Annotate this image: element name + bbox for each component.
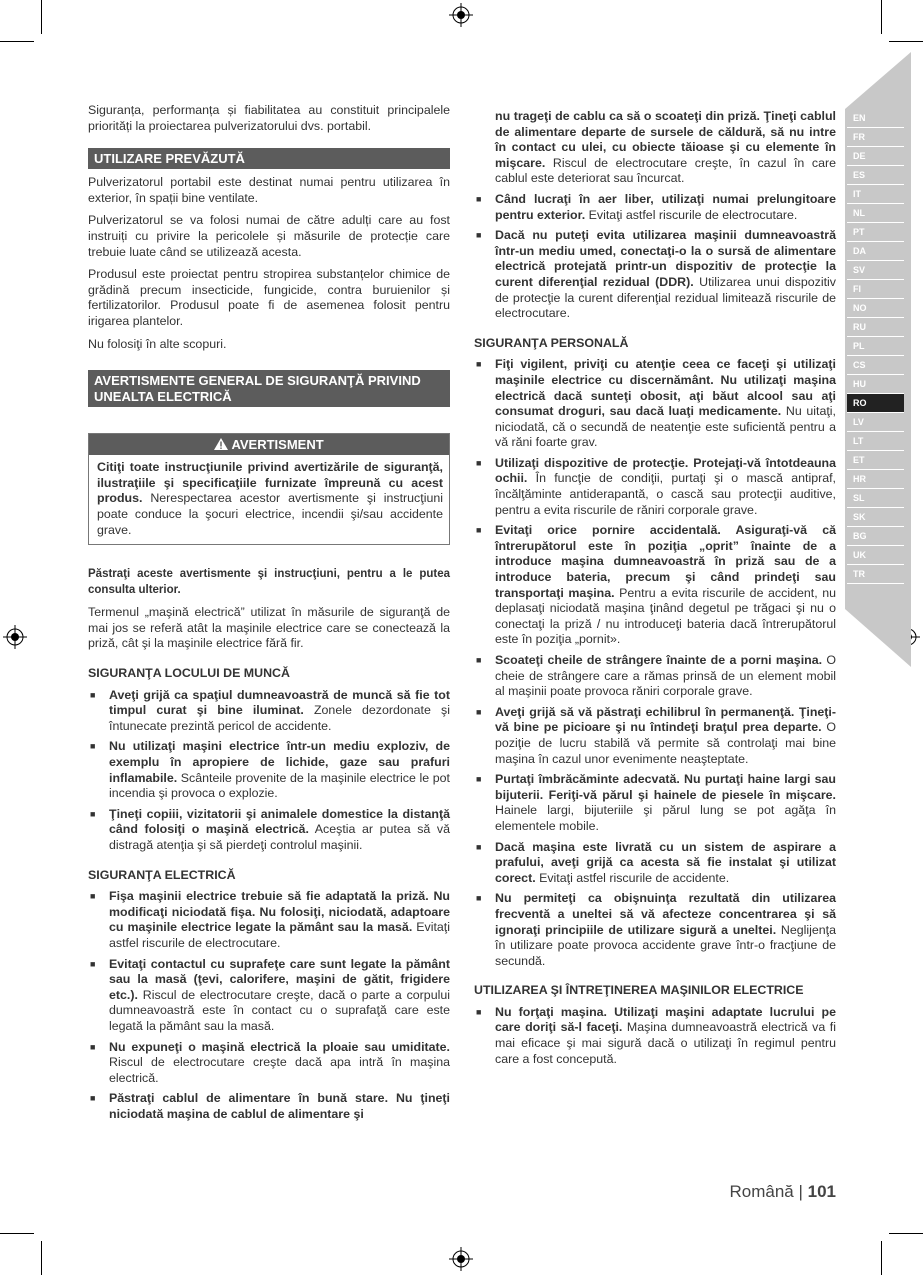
crop-mark bbox=[0, 41, 34, 42]
bullet-icon: ■ bbox=[476, 525, 482, 536]
item-text: Aceştia ar putea să vă distragă atenţia şi să pierdeţi controlul maşinii. bbox=[109, 822, 450, 852]
work-area-list bbox=[88, 688, 450, 854]
list-item bbox=[88, 889, 450, 951]
item-bold: Aveţi grijă să vă păstraţi echilibrul în permanenţă. Ţineţi-vă bine pe picioare şi nu întindeţi braţul prea departe. bbox=[495, 704, 836, 735]
list-item bbox=[88, 1091, 450, 1122]
language-tab-sk: SK bbox=[847, 508, 904, 527]
item-text: Riscul de electrocutare creşte, în cazul în care cablul este deteriorat sau încurcat. bbox=[495, 155, 836, 186]
warning-triangle-icon bbox=[214, 438, 228, 450]
warning-box bbox=[88, 433, 450, 545]
bullet-icon: ■ bbox=[90, 689, 96, 700]
item-bold: Evitaţi orice pornire accidentală. Asiguraţi-vă că întrerupătorul este în poziţia „oprit” înainte de a introduce maşina dumneavoastră în priză sau de a introduce bateria, precum şi când prindeţi sau transportaţi maşina. bbox=[495, 523, 836, 600]
language-tab-hr: HR bbox=[847, 470, 904, 489]
item-bold: Evitaţi contactul cu suprafeţe care sunt legate la pământ sau la masă (ţevi, calorifere, maşini de gătit, frigidere etc.). bbox=[109, 956, 450, 1002]
intended-use-p2: Pulverizatorul se va folosi numai de către adulți care au fost instruiți cu privire la pericolele și măsurile de protecție care trebuie luate când se utilizează acesta. bbox=[88, 213, 450, 259]
item-text: Maşina dumneavoastră electrică va fi mai eficace şi mai sigură dacă o utilizaţi în regimul pentru care a fost concepută. bbox=[495, 1020, 836, 1066]
item-text: Evitaţi astfel riscurile de accidente. bbox=[535, 870, 730, 885]
item-bold: Nu forţaţi maşina. Utilizaţi maşini adaptate lucrului pe care doriţi să-l faceţi. bbox=[495, 1004, 836, 1035]
item-text: Riscul de electrocutare creşte, dacă o parte a corpului dumneavoastră este în contact cu o suprafaţă care este legată la pământ sau la masă. bbox=[109, 987, 450, 1033]
list-item bbox=[88, 807, 450, 854]
item-bold: Dacă nu puteţi evita utilizarea maşinii dumneavoastră într-un mediu umed, conectaţi-o la o sursă de alimentare electrică protejată printr-un dispozitiv de protecţie la curent diferenţial rezidual (DDR). bbox=[495, 228, 836, 289]
item-text: Scânteile provenite de la maşinile electrice le pot incendia şi provoca o explozie. bbox=[109, 770, 450, 801]
language-tab-cs: CS bbox=[847, 356, 904, 375]
bullet-icon: ■ bbox=[476, 193, 482, 204]
list-item bbox=[474, 523, 836, 648]
personal-list bbox=[474, 357, 836, 969]
crop-mark bbox=[881, 0, 882, 34]
item-text: Evitaţi astfel riscurile de electrocutare. bbox=[109, 920, 450, 950]
language-tab-fr: FR bbox=[847, 128, 904, 147]
item-bold: Nu permiteţi ca obişnuinţa rezultată din utilizarea frecventă a uneltei să vă afecteze concentrarea şi să ignoraţi principiile de utilizare sigură a uneltei. bbox=[495, 891, 836, 937]
list-item bbox=[474, 772, 836, 834]
item-bold: Când lucraţi în aer liber, utilizaţi numai prelungitoare pentru exterior. bbox=[495, 191, 836, 222]
item-bold: Dacă maşina este livrată cu un sistem de aspirare a prafului, aveţi grijă ca acesta să fie instalat şi utilizat corect. bbox=[495, 839, 836, 885]
language-tab-tr: TR bbox=[847, 565, 904, 584]
use-care-list bbox=[474, 1005, 836, 1067]
list-item bbox=[474, 1005, 836, 1067]
item-bold: Păstraţi cablul de alimentare în bună stare. Nu ţineţi niciodată maşina de cablul de alimentare şi bbox=[109, 1091, 450, 1121]
warning-title: AVERTISMENT bbox=[231, 437, 324, 453]
item-text: Zonele dezordonate şi întunecate prezintă pericol de accidente. bbox=[109, 703, 450, 733]
bullet-icon: ■ bbox=[476, 706, 482, 717]
left-column bbox=[88, 103, 450, 1128]
right-column bbox=[474, 109, 836, 1072]
work-area-heading: SIGURANŢA LOCULUI DE MUNCĂ bbox=[88, 666, 290, 681]
warning-body bbox=[89, 455, 449, 544]
language-tab-da: DA bbox=[847, 242, 904, 261]
bullet-icon: ■ bbox=[90, 1093, 96, 1104]
warning-bold-text: Citiţi toate instrucţiunile privind avertizările de siguranţă, ilustraţiile şi specificaţiile furnizate împreună cu acest produs. bbox=[97, 460, 443, 506]
crop-mark bbox=[41, 0, 42, 34]
general-warnings-heading: AVERTISMENTE GENERAL DE SIGURANŢĂ PRIVIND UNEALTA ELECTRICĂ bbox=[88, 370, 450, 407]
intended-use-p3: Produsul este proiectat pentru stropirea substanțelor chimice de grădină precum insecticide, fungicide, contra buruienilor și fertilizatorilor. Produsul poate fi de asemenea folosit pentru irigarea plantelor. bbox=[88, 267, 450, 328]
list-item bbox=[88, 739, 450, 801]
item-text: Nu uitaţi, niciodată, că o secundă de neatenţie este suficientă pentru a vă răni foarte grav. bbox=[495, 404, 836, 450]
bullet-icon: ■ bbox=[90, 808, 96, 819]
item-text: Pentru a evita riscurile de accident, nu deplasaţi niciodată maşina ţinând degetul pe trăgaci şi nu o conectaţi la priză / nu introduceţi bateria dacă întrerupătorul este în poziţia „pornit». bbox=[495, 585, 836, 647]
language-tab-hu: HU bbox=[847, 375, 904, 394]
language-tab-fi: FI bbox=[847, 280, 904, 299]
bullet-icon: ■ bbox=[476, 841, 482, 852]
electrical-list-continued bbox=[474, 109, 836, 322]
list-item bbox=[474, 653, 836, 700]
item-bold: Fiţi vigilent, priviţi cu atenţie ceea ce faceţi şi utilizaţi maşinile electrice cu discernământ. Nu utilizaţi maşina electrică dacă sunteţi obosit, aţi băut alcool sau aţi consumat droguri, sau dacă luaţi medicamente. bbox=[495, 357, 836, 419]
footer-separator: | bbox=[798, 1182, 803, 1201]
list-item bbox=[88, 1040, 450, 1087]
crop-mark bbox=[889, 1233, 923, 1234]
intended-use-p4: Nu folosiţi în alte scopuri. bbox=[88, 336, 227, 351]
item-bold: Aveţi grijă ca spaţiul dumneavoastră de muncă să fie tot timpul curat şi bine iluminat. bbox=[109, 687, 450, 718]
language-tab-de: DE bbox=[847, 147, 904, 166]
language-tab-sv: SV bbox=[847, 261, 904, 280]
crop-mark bbox=[41, 1241, 42, 1275]
list-item bbox=[474, 705, 836, 767]
item-bold: Nu expuneţi o maşină electrică la ploaie sau umiditate. bbox=[109, 1039, 450, 1054]
list-item bbox=[474, 228, 836, 322]
language-tab-sl: SL bbox=[847, 489, 904, 508]
registration-mark-icon bbox=[449, 3, 473, 27]
list-item bbox=[474, 192, 836, 223]
use-care-heading: UTILIZAREA ŞI ÎNTREŢINEREA MAŞINILOR ELECTRICE bbox=[474, 983, 804, 998]
item-bold: Nu utilizaţi maşini electrice într-un mediu exploziv, de exemplu în apropiere de lichide, gaze sau prafuri inflamabile. bbox=[109, 739, 450, 785]
list-item bbox=[474, 840, 836, 887]
bullet-icon: ■ bbox=[90, 958, 96, 969]
bullet-icon: ■ bbox=[476, 1006, 482, 1017]
bullet-icon: ■ bbox=[476, 655, 482, 665]
warning-header bbox=[89, 434, 449, 455]
language-tab-lt: LT bbox=[847, 432, 904, 451]
intended-use-p1: Pulverizatorul portabil este destinat numai pentru utilizarea în exterior, în spații bine ventilate. bbox=[88, 175, 450, 205]
language-tab-lv: LV bbox=[847, 413, 904, 432]
language-tab-et: ET bbox=[847, 451, 904, 470]
item-text: Evitaţi astfel riscurile de electrocutare. bbox=[585, 207, 798, 222]
language-tab-es: ES bbox=[847, 166, 904, 185]
language-tab-ru: RU bbox=[847, 318, 904, 337]
language-tab-it: IT bbox=[847, 185, 904, 204]
list-item bbox=[474, 891, 836, 969]
item-text: Riscul de electrocutare creşte dacă apa intră în maşina electrică. bbox=[109, 1055, 450, 1085]
bullet-icon: ■ bbox=[476, 457, 482, 468]
bullet-icon: ■ bbox=[90, 1041, 96, 1052]
item-bold: Purtaţi îmbrăcăminte adecvată. Nu purtaţi haine largi sau bijuterii. Feriţi-vă părul şi hainele de piesele în mişcare. bbox=[495, 772, 836, 802]
electrical-heading: SIGURANŢA ELECTRICĂ bbox=[88, 867, 236, 882]
language-tab-en: EN bbox=[847, 109, 904, 128]
language-tab-ro: RO bbox=[847, 394, 904, 413]
list-item bbox=[88, 688, 450, 735]
registration-mark-icon bbox=[449, 1247, 473, 1271]
item-bold: nu trageţi de cablu ca să o scoateţi din priză. Ţineţi cablul de alimentare departe de sursele de căldură, să nu intre în contact cu ulei, cu obiecte tăioase şi cu elemente în mişcare. bbox=[495, 109, 836, 170]
footer-language: Română bbox=[729, 1182, 794, 1201]
term-definition: Termenul „maşină electrică” utilizat în măsurile de siguranţă de mai jos se referă atât la maşinile electrice care se conectează la priză, cât şi la maşinile electrice fără fir. bbox=[88, 605, 450, 651]
list-item bbox=[474, 456, 836, 518]
page-footer bbox=[680, 1182, 836, 1202]
item-bold: Utilizaţi dispozitive de protecţie. Protejaţi-vă întotdeauna ochii. bbox=[495, 455, 836, 486]
list-item bbox=[88, 957, 450, 1035]
bullet-icon: ■ bbox=[476, 359, 482, 370]
personal-heading: SIGURANŢA PERSONALĂ bbox=[474, 335, 629, 350]
keep-instructions: Păstraţi aceste avertismente şi instrucţiuni, pentru a le putea consulta ulterior. bbox=[88, 568, 450, 596]
item-text: O cheie de strângere care a rămas prinsă de un element mobil al maşinii poate provoca răniri corporale grave. bbox=[495, 653, 836, 699]
item-text: Hainele largi, bijuteriile şi părul lung se pot agăţa în elementele mobile. bbox=[495, 803, 836, 833]
language-tab-pl: PL bbox=[847, 337, 904, 356]
bullet-icon: ■ bbox=[476, 230, 482, 241]
item-text: Neglijenţa în utilizare poate provoca accidente grave într-o fracţiune de secundă. bbox=[495, 922, 836, 968]
warning-text: Nerespectarea acestor avertismente şi instrucţiuni poate conduce la şocuri electrice, incendii şi/sau accidente grave. bbox=[97, 491, 443, 537]
intro-paragraph: Siguranța, performanța și fiabilitatea au constituit principalele priorități la proiectarea pulverizatorului dvs. portabil. bbox=[88, 103, 450, 133]
crop-mark bbox=[881, 1241, 882, 1275]
list-item bbox=[474, 357, 836, 451]
list-item-continued bbox=[474, 109, 836, 187]
crop-mark bbox=[0, 1233, 34, 1234]
language-tab-no: NO bbox=[847, 299, 904, 318]
language-tab-bg: BG bbox=[847, 527, 904, 546]
page-number: 101 bbox=[807, 1182, 836, 1201]
electrical-list bbox=[88, 889, 450, 1122]
bullet-icon: ■ bbox=[90, 741, 96, 752]
language-index bbox=[847, 109, 904, 584]
language-tab-uk: UK bbox=[847, 546, 904, 565]
language-tab-pt: PT bbox=[847, 223, 904, 242]
registration-mark-icon bbox=[3, 625, 27, 649]
crop-mark bbox=[889, 41, 923, 42]
language-tab-nl: NL bbox=[847, 204, 904, 223]
item-bold: Ţineţi copiii, vizitatorii şi animalele domestice la distanţă când folosiţi o maşină electrică. bbox=[109, 806, 450, 837]
item-bold: Fişa maşinii electrice trebuie să fie adaptată la priză. Nu modificaţi niciodată fişa. Nu folosiţi, niciodată, adaptoare cu maşinile electrice legate la pământ sau la masă. bbox=[109, 889, 450, 935]
item-text: O poziţie de lucru stabilă vă permite să controlaţi mai bine maşina în cazul unor evenimente neaşteptate. bbox=[495, 720, 836, 766]
item-bold: Scoateţi cheile de strângere înainte de a porni maşina. bbox=[495, 653, 823, 667]
bullet-icon: ■ bbox=[476, 774, 482, 785]
bullet-icon: ■ bbox=[90, 891, 96, 902]
item-text: Utilizarea unui dispozitiv de protecţie la curent diferenţial rezidual limitează riscurile de electrocutare. bbox=[495, 274, 836, 321]
item-text: În funcţie de condiţii, purtaţi şi o mască antipraf, încălţăminte antiderapantă, o cască sau protecţii auditive, pentru a evita riscurile de răniri corporale grave. bbox=[495, 471, 836, 517]
bullet-icon: ■ bbox=[476, 893, 482, 904]
intended-use-heading: UTILIZARE PREVĂZUTĂ bbox=[88, 148, 450, 169]
